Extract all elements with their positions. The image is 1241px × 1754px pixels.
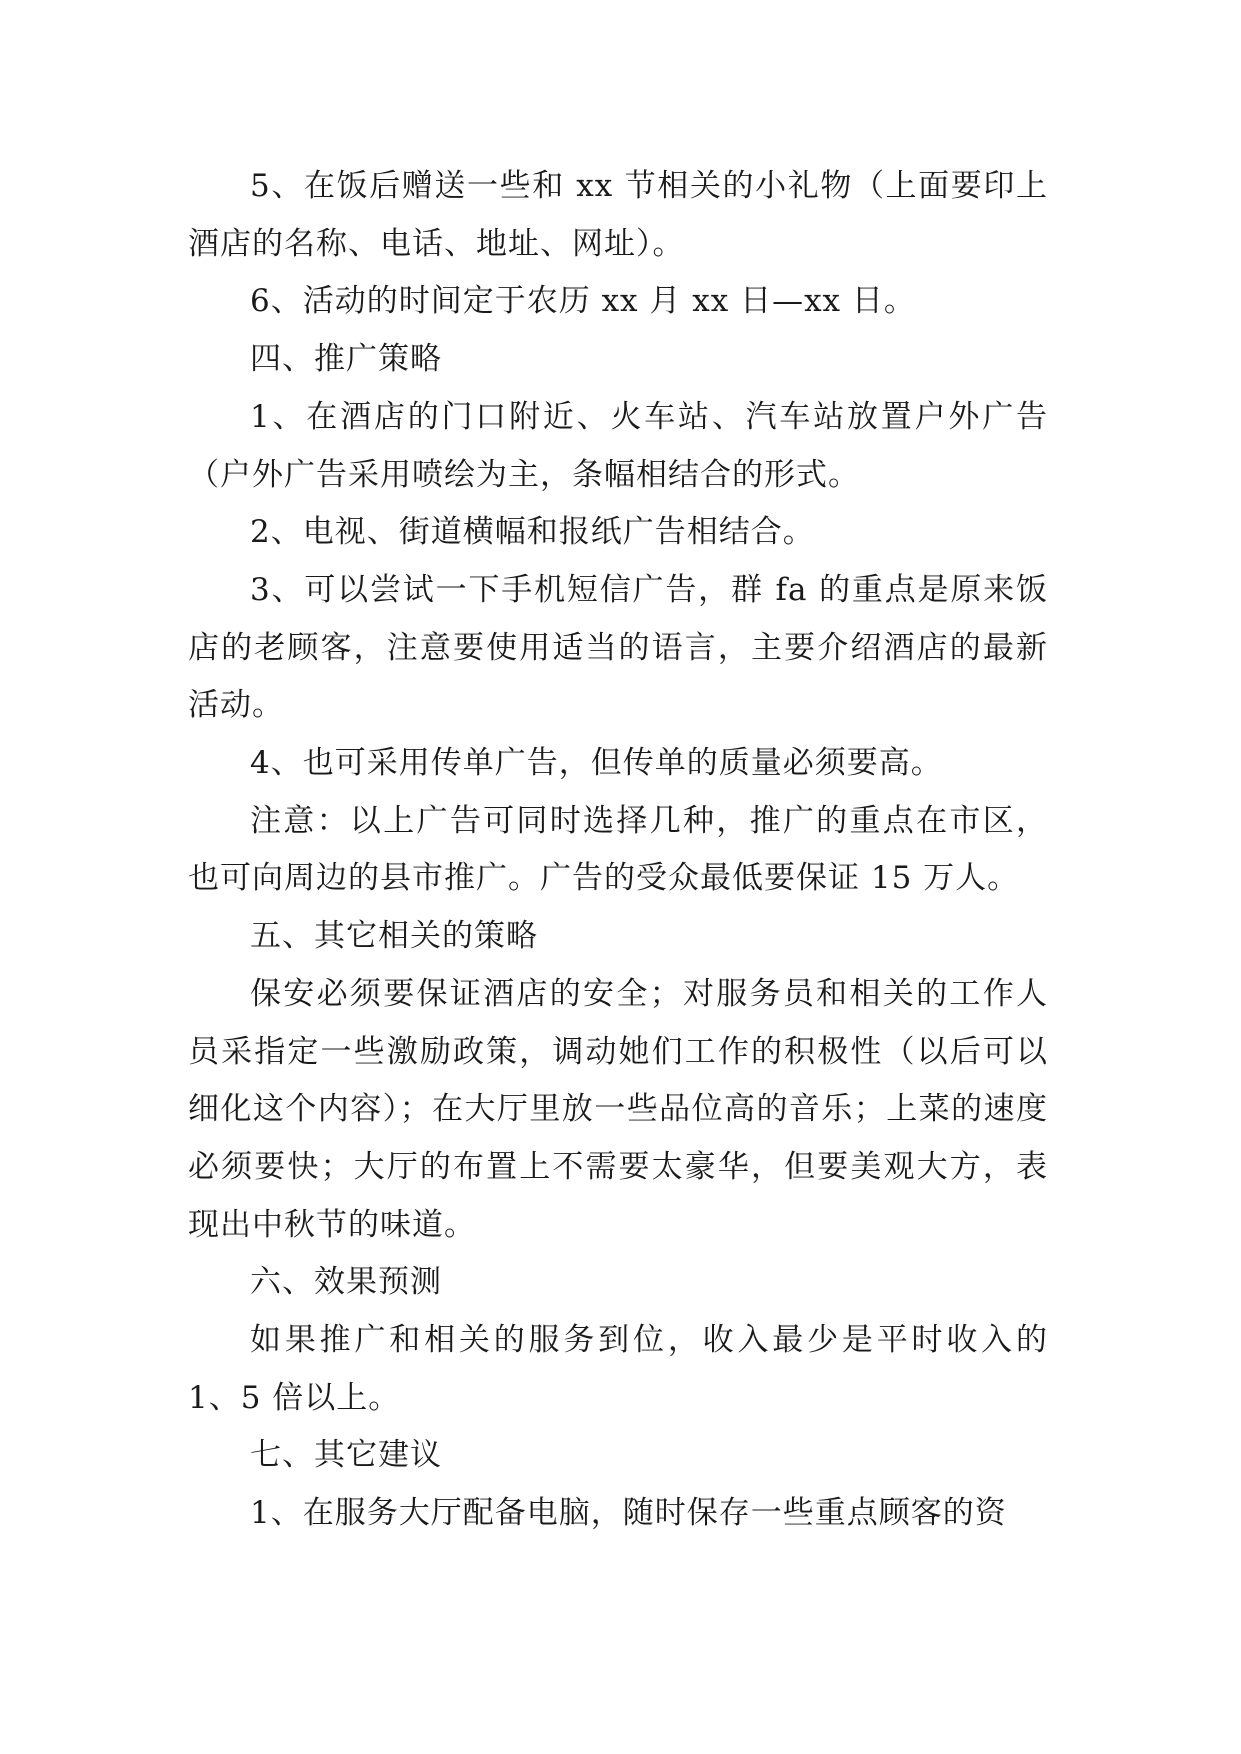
paragraph-computer-suggestion: 1、在服务大厅配备电脑，随时保存一些重点顾客的资 [250,1495,1007,1532]
paragraph-income-forecast: 如果推广和相关的服务到位，收入最少是平时收入的 1、5 倍以上。 [188,1322,1048,1416]
paragraph-tv-ads: 2、电视、街道横幅和报纸广告相结合。 [250,514,815,551]
paragraph-security-service: 保安必须要保证酒店的安全；对服务员和相关的工作人员采指定一些激励政策，调动她们工作的积极性（以后可以细化这个内容）；在大厅里放一些品位高的音乐；上菜的速度必须要快；大厅的布置上不需要太豪华，但要美观大方，表现出中秋节的味道。 [188,975,1048,1243]
paragraph-activity-time: 6、活动的时间定于农历 xx 月 xx 日—xx 日。 [250,283,916,320]
section-heading-promotion: 四、推广策略 [250,341,442,378]
paragraph-gift-item: 5、在饭后赠送一些和 xx 节相关的小礼物（上面要印上酒店的名称、电话、地址、网址）。 [188,168,1048,262]
document-body [188,158,1048,1543]
paragraph-ad-note: 注意：以上广告可同时选择几种，推广的重点在市区，也可向周边的县市推广。广告的受众最低要保证 15 万人。 [188,802,1048,897]
paragraph-outdoor-ads: 1、在酒店的门口附近、火车站、汽车站放置户外广告（户外广告采用喷绘为主，条幅相结合的形式。 [188,398,1048,493]
paragraph-flyer-ads: 4、也可采用传单广告，但传单的质量必须要高。 [250,745,943,782]
section-heading-other-suggestions: 七、其它建议 [250,1437,442,1474]
section-heading-effect-forecast: 六、效果预测 [250,1264,442,1301]
paragraph-sms-ads: 3、可以尝试一下手机短信广告，群 fa 的重点是原来饭店的老顾客，注意要使用适当的语言，主要介绍酒店的最新活动。 [188,571,1048,724]
section-heading-other-strategies: 五、其它相关的策略 [250,918,538,955]
